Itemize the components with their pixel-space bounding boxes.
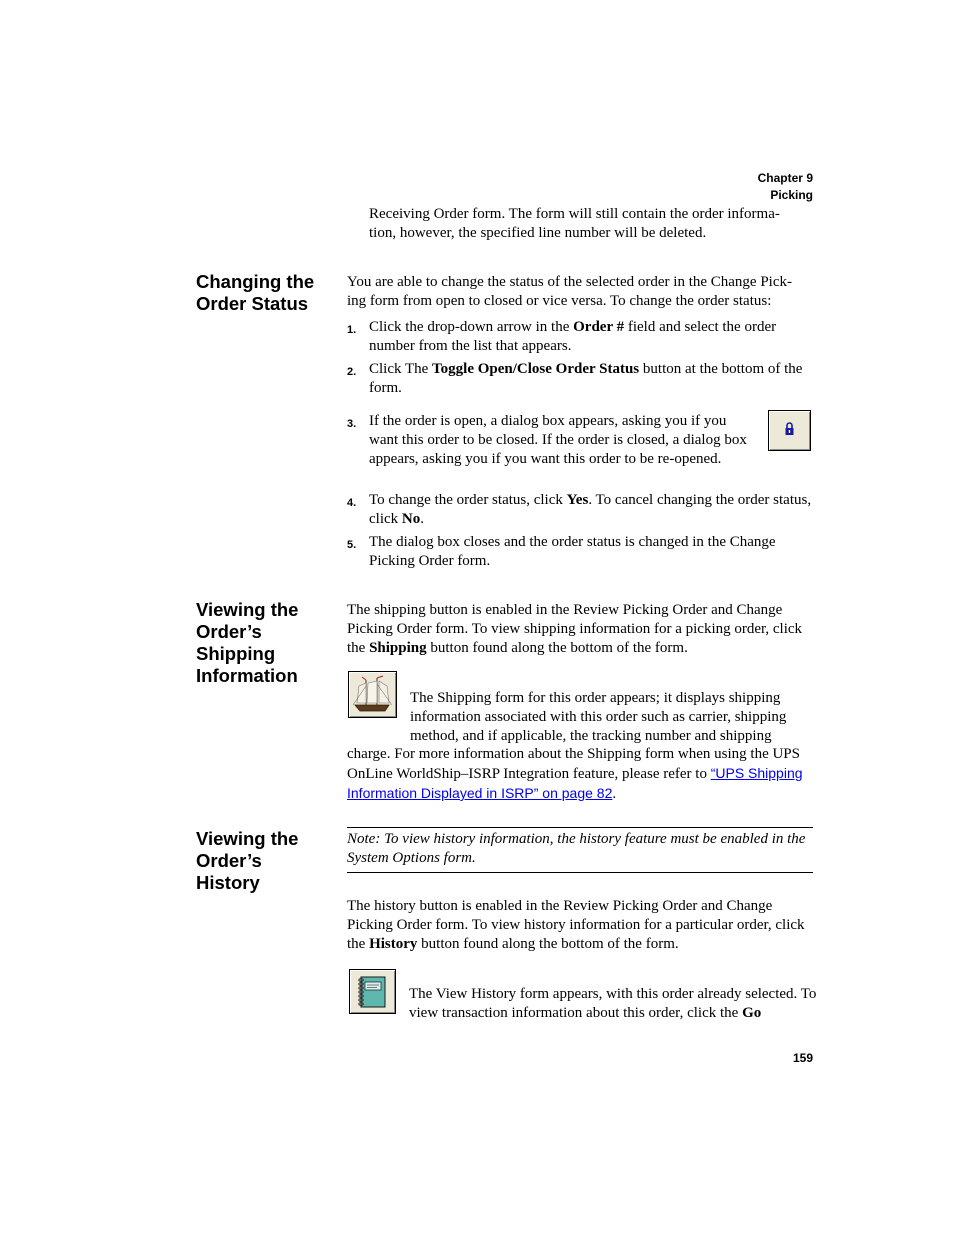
step-text: The dialog box closes and the order status is changed in the Change Picking Order form. [369,534,776,569]
paragraph-bold: History [369,935,418,952]
heading-line: Shipping [196,643,276,664]
step-text: Click The [369,361,433,377]
heading-line: Information [196,665,298,686]
paragraph-text: button found along the bottom of the form. [417,935,679,952]
step-text: To change the order status, click [369,492,567,508]
toggle-order-status-button[interactable] [768,410,811,451]
lock-icon [769,411,810,450]
intro-line-2: tion, however, the specified line number will be deleted. [369,224,707,241]
step-text: . [420,510,424,527]
heading-line: Changing the [196,271,315,292]
paragraph-line: You are able to change the status of the selected order in the Change Pick- [347,274,793,290]
paragraph-text: The history button is enabled in the Review Picking Order and Change Picking Order form. To view history information for a particular order, click the [347,898,805,952]
step-4 [347,491,813,529]
step-3 [347,412,747,468]
heading-viewing-shipping [196,599,298,687]
step-text: Click the drop-down arrow in the [369,319,574,335]
notebook-icon [350,970,395,1013]
paragraph-text: . [612,785,617,802]
paragraph-text: The View History form appears, with this order already selected. To view transaction information about this order, click the [409,986,817,1021]
heading-line: Viewing the [196,828,299,849]
section-label: Picking [770,188,813,202]
paragraph-text: The Shipping form for this order appears; it displays shipping information associated with this order such as carrier, shipping method, and if applicable, the tracking number and shipping charge. For more information about the Shipping form when using the UPS OnLine WorldShip–ISRP Integration feature, please refer to [347,690,800,783]
step-text: button at the bottom of the form. [369,361,803,396]
heading-line: Order’s [196,850,262,871]
paragraph-line: ing form from open to closed or vice versa. To change the order status: [347,292,772,309]
paragraph-bold: Shipping [369,639,427,656]
step-5 [347,533,813,571]
step-text: . To cancel changing the order status, click [369,492,812,527]
step-1 [347,318,813,356]
step-bold: No [401,510,421,527]
step-number: 1. [347,324,357,336]
intro-line-1: Receiving Order form. The form will still contain the order informa- [369,206,780,222]
history-paragraph-2 [409,985,817,1023]
heading-line: Order’s [196,621,262,642]
heading-viewing-history [196,828,298,894]
history-paragraph-1 [347,897,807,953]
history-note: Note: To view history information, the history feature must be enabled in the System Options form. [347,827,813,873]
step-text: If the order is open, a dialog box appears, asking you if you want this order to be closed. If the order is closed, a dialog box appears, asking you if you want this order to be re-opened. [369,413,747,467]
change-status-intro [347,273,817,311]
paragraph-text: button found along the bottom of the form. [426,639,688,656]
step-number: 3. [347,418,357,430]
paragraph-text: The shipping button is enabled in the Review Picking Order and Change Picking Order form. To view shipping information for a picking order, click the [347,602,803,656]
step-number: 2. [347,366,357,378]
heading-changing-order-status [196,271,314,315]
step-number: 5. [347,539,357,551]
step-bold: Order # [573,319,625,335]
step-text: field and select the order number from the list that appears. [369,319,777,354]
step-number: 4. [347,497,357,509]
chapter-label: Chapter 9 [757,171,813,185]
shipping-paragraph-1 [347,601,807,657]
heading-line: Viewing the [196,599,299,620]
page-number: 159 [792,1051,813,1065]
step-bold: Yes [566,492,589,508]
heading-line: Order Status [196,293,309,314]
intro-paragraph [369,205,819,243]
shipping-paragraph-2 [347,689,813,804]
paragraph-bold: Go [742,1004,762,1021]
history-button[interactable] [349,969,396,1014]
step-2 [347,360,813,398]
heading-line: History [196,872,260,893]
step-bold: Toggle Open/Close Order Status [432,361,640,377]
ups-shipping-info-link[interactable]: “UPS Shipping Information Displayed in ISRP” on page 82 [347,765,803,801]
